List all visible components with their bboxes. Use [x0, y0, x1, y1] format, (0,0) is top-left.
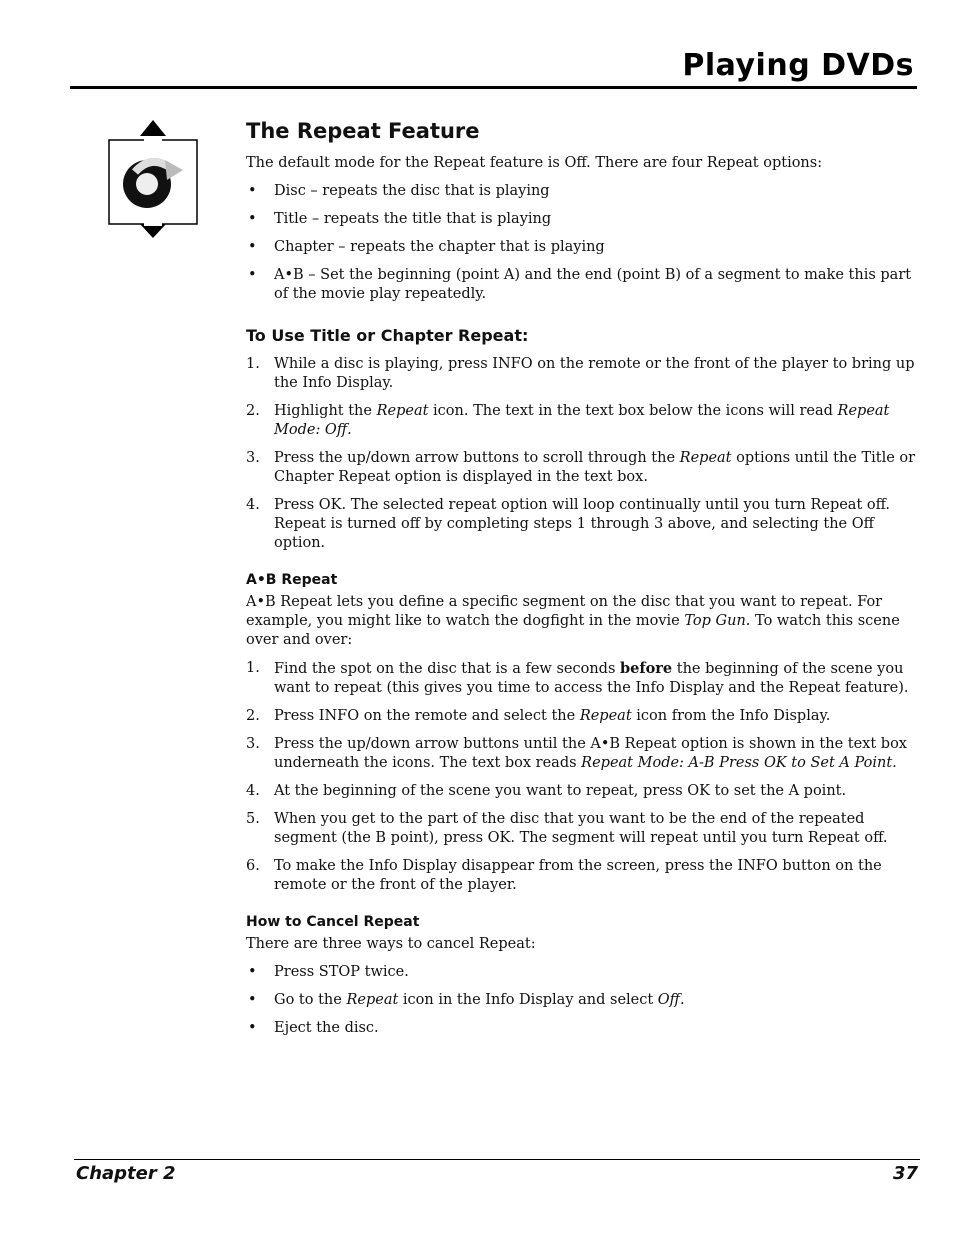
main-content [246, 118, 918, 1038]
step-item: 3. Press the up/down arrow buttons to scroll through the Repeat options until the Title or Chapter Repeat option is displayed in the text box. [246, 450, 916, 485]
title-chapter-steps [246, 355, 918, 553]
section-title: The Repeat Feature [246, 119, 480, 143]
list-item: • A•B – Set the beginning (point A) and the end (point B) of a segment to make this part of the movie play repeatedly. [246, 266, 918, 304]
step-item: 3. Press the up/down arrow buttons until the A•B Repeat option is shown in the text box underneath the icons. The text box reads Repeat Mode: A-B Press OK to Set A Point. [246, 736, 907, 771]
page-title: Playing DVDs [682, 48, 914, 83]
footer-rule [74, 1159, 920, 1160]
step-item: 2. Highlight the Repeat icon. The text in the text box below the icons will read Repeat Mode: Off. [246, 403, 890, 438]
step-item: 1. Find the spot on the disc that is a few seconds before the beginning of the scene you want to repeat (this gives you time to access the Info Display and the Repeat feature). [246, 660, 909, 696]
step-item: 2. Press INFO on the remote and select the Repeat icon from the Info Display. [246, 708, 831, 724]
chapter-label: Chapter 2 [76, 1163, 176, 1184]
subsection-title: How to Cancel Repeat [246, 914, 420, 930]
ab-intro-paragraph: A•B Repeat lets you define a specific segment on the disc that you want to repeat. For example, you might like to watch the dogfight in the movie Top Gun. To watch this scene over and over: [246, 594, 900, 648]
header-rule [70, 86, 917, 89]
step-item: 1. While a disc is playing, press INFO on the remote or the front of the player to bring up the Info Display. [246, 356, 915, 391]
list-item: • Title – repeats the title that is playing [246, 210, 918, 229]
cancel-options-list [246, 963, 918, 1038]
step-item: 6. To make the Info Display disappear from the screen, press the INFO button on the remote or the front of the player. [246, 858, 882, 893]
list-item: • Eject the disc. [246, 1019, 918, 1038]
repeat-options-list [246, 182, 918, 304]
page-number: 37 [892, 1163, 918, 1184]
subsection-title: To Use Title or Chapter Repeat: [246, 326, 529, 345]
step-item: 5. When you get to the part of the disc that you want to be the end of the repeated segment (the B point), press OK. The segment will repeat until you turn Repeat off. [246, 811, 888, 846]
cancel-intro-paragraph: There are three ways to cancel Repeat: [246, 936, 536, 952]
repeat-icon [107, 116, 203, 242]
list-item: • Disc – repeats the disc that is playing [246, 182, 918, 201]
intro-paragraph: The default mode for the Repeat feature is Off. There are four Repeat options: [246, 155, 823, 171]
ab-steps [246, 659, 918, 895]
step-item: 4. At the beginning of the scene you want to repeat, press OK to set the A point. [246, 783, 847, 799]
list-item: • Chapter – repeats the chapter that is playing [246, 238, 918, 257]
list-item: • Go to the Repeat icon in the Info Display and select Off. [246, 991, 918, 1010]
list-item: • Press STOP twice. [246, 963, 918, 982]
subsection-title: A•B Repeat [246, 572, 338, 588]
step-item: 4. Press OK. The selected repeat option will loop continually until you turn Repeat off. Repeat is turned off by completing steps 1 through 3 above, and selecting the Off option. [246, 497, 891, 551]
